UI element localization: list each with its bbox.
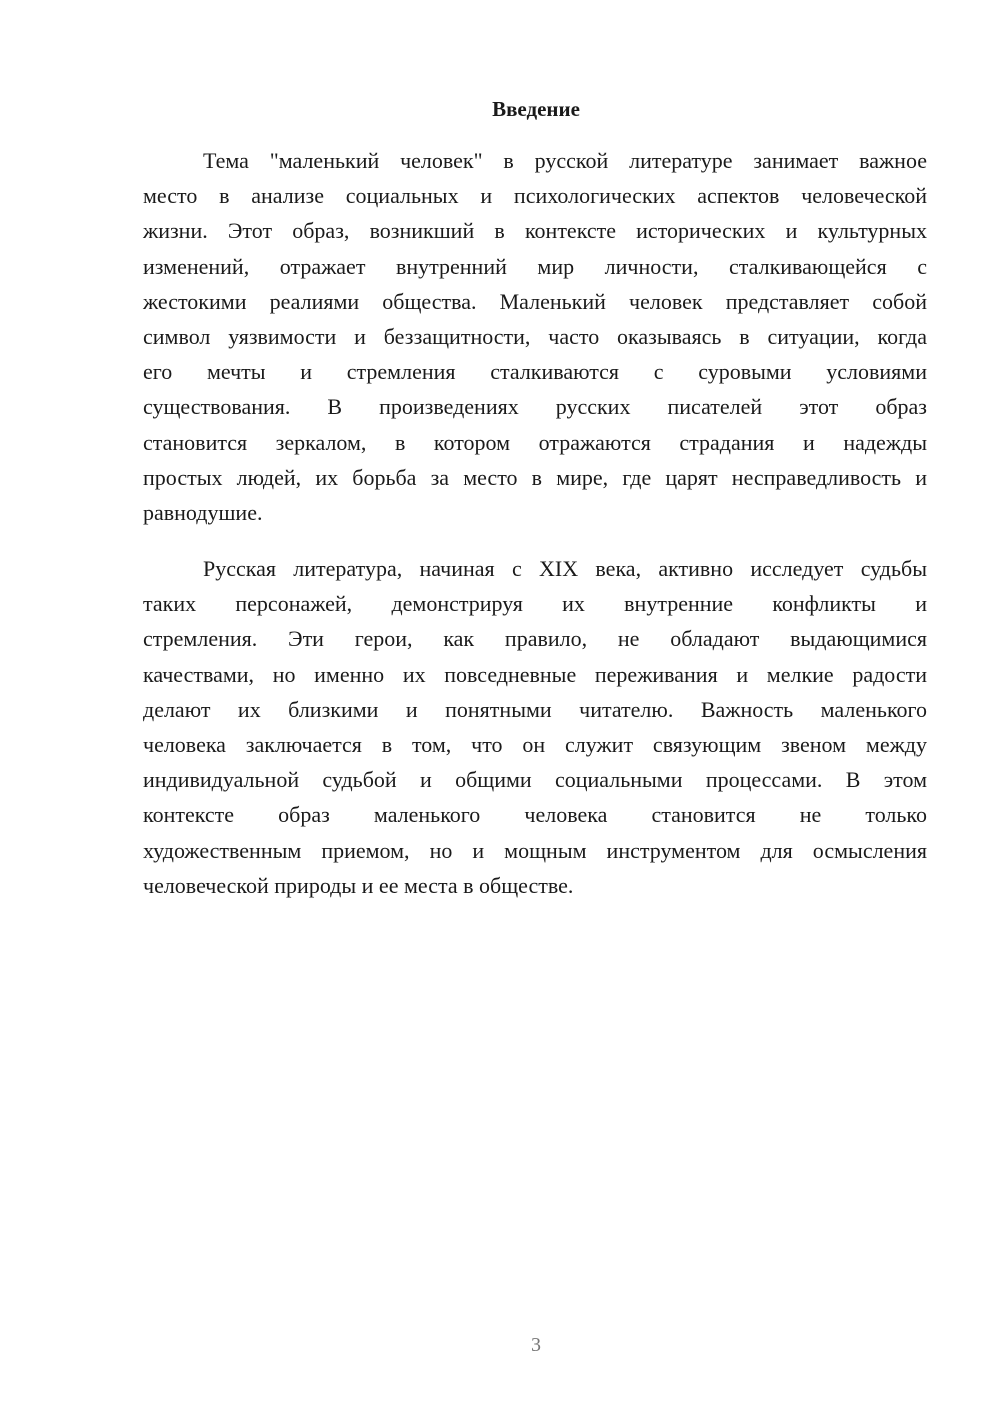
text-line: качествами, но именно их повседневные переживания и мелкие радости [143,661,927,687]
text-line: становится зеркалом, в котором отражаются страдания и надежды [143,429,927,455]
text-line: контексте образ маленького человека становится не только [143,802,927,828]
text-line: художественным приемом, но и мощным инструментом для осмысления [143,837,927,863]
text-line: изменений, отражает внутренний мир личности, сталкивающейся с [143,253,927,279]
text-line: существования. В произведениях русских писателей этот образ [143,394,927,420]
text-line: делают их близкими и понятными читателю. Важность маленького [143,696,927,722]
text-line: простых людей, их борьба за место в мире, где царят несправедливость и [143,464,927,490]
text-line: человека заключается в том, что он служит связующим звеном между [143,731,927,757]
text-line: индивидуальной судьбой и общими социальными процессами. В этом [143,767,927,793]
text-line: его мечты и стремления сталкиваются с суровыми условиями [143,359,927,385]
page-title: Введение [492,97,580,121]
text-line: равнодушие. [143,499,263,525]
text-line: стремления. Эти герои, как правило, не обладают выдающимися [143,626,927,652]
text-line: таких персонажей, демонстрируя их внутренние конфликты и [143,591,927,617]
text-line: жизни. Этот образ, возникший в контексте исторических и культурных [143,218,927,244]
paragraph-1 [143,143,927,530]
text-line: человеческой природы и ее места в обществе. [143,872,574,898]
text-line: символ уязвимости и беззащитности, часто оказываясь в ситуации, когда [143,323,927,349]
text-line: жестокими реалиями общества. Маленький человек представляет собой [143,288,927,314]
text-line: место в анализе социальных и психологических аспектов человеческой [143,183,927,209]
paragraph-2 [143,551,927,903]
text-line: Тема "маленький человек" в русской литературе занимает важное [203,148,927,173]
page-number: 3 [531,1334,541,1356]
text-line: Русская литература, начиная с XIX века, активно исследует судьбы [203,556,927,581]
